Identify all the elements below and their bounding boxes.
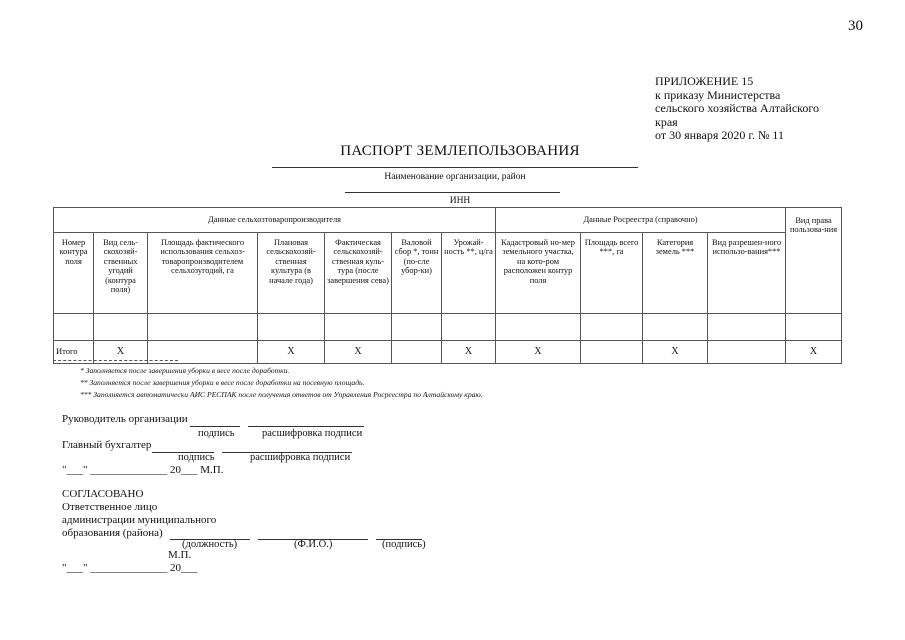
table-cell <box>258 314 325 341</box>
column-header: Категория земель *** <box>643 233 708 314</box>
accountant-label: Главный бухгалтер <box>62 439 152 451</box>
approval-heading: СОГЛАСОВАНО <box>62 488 144 500</box>
position-caption: (должность) <box>182 539 238 550</box>
head-decode-caption: расшифровка подписи <box>262 428 363 439</box>
column-header: Вид сель-скохозяй-ственных угодий (контура поля) <box>94 233 148 314</box>
land-use-table <box>53 207 842 364</box>
table-cell <box>786 314 842 341</box>
approval-line: Ответственное лицо <box>62 501 158 513</box>
table-cell <box>148 314 258 341</box>
inn-caption: ИНН <box>449 196 471 206</box>
table-cell: Х <box>643 341 708 364</box>
head-sign-caption: подпись <box>198 428 235 439</box>
footnote: * Заполняется после завершения уборки в весе после доработки. <box>80 366 290 375</box>
table-cell <box>581 341 643 364</box>
appendix-line: сельского хозяйства Алтайского <box>655 101 820 115</box>
date-line: "___" ______________ 20___ М.П. <box>62 464 224 476</box>
table-cell <box>708 341 786 364</box>
approval-line: администрации муниципального <box>62 514 217 526</box>
footnote: ** Заполняется после завершения уборки в весе после доработки на посевную площадь. <box>80 378 365 387</box>
appendix-line: от 30 января 2020 г. № 11 <box>655 128 784 142</box>
accountant-decode-caption: расшифровка подписи <box>250 452 351 463</box>
stamp-label: М.П. <box>168 549 192 561</box>
footnote-separator <box>53 360 178 361</box>
table-cell: Х <box>94 341 148 364</box>
table-cell: Х <box>496 341 581 364</box>
approval-sign-caption: (подпись) <box>382 539 426 550</box>
column-header: Вид разрешен-ного использо-вания*** <box>708 233 786 314</box>
column-header: Площадь фактического использования сельхоз-товаропроизводителем сельхозугодий, га <box>148 233 258 314</box>
table-cell: Х <box>325 341 392 364</box>
column-header: Урожай-ность **, ц/га <box>442 233 496 314</box>
table-cell <box>325 314 392 341</box>
column-header: Фактическая сельскохозяй-ственная куль-тура (после завершения сева) <box>325 233 392 314</box>
head-sign-line <box>190 426 240 427</box>
inn-line <box>345 192 560 193</box>
table-cell <box>54 314 94 341</box>
table-cell <box>643 314 708 341</box>
column-header: Плановая сельскохозяй-ственная культура (в начале года) <box>258 233 325 314</box>
table-cell <box>392 314 442 341</box>
column-header: Площадь всего ***, га <box>581 233 643 314</box>
column-header: Валовой сбор *, тонн (по-сле убор-ки) <box>392 233 442 314</box>
column-header: Номер контура поля <box>54 233 94 314</box>
head-label: Руководитель организации <box>62 413 188 425</box>
accountant-sign-caption: подпись <box>178 452 215 463</box>
org-name-caption: Наименование организации, район <box>384 172 526 182</box>
org-name-line <box>272 167 638 168</box>
fio-caption: (Ф.И.О.) <box>294 539 333 550</box>
table-cell <box>442 314 496 341</box>
table-cell <box>581 314 643 341</box>
approval-line: образования (района) <box>62 527 163 539</box>
table-cell <box>708 314 786 341</box>
page-title: ПАСПОРТ ЗЕМЛЕПОЛЬЗОВАНИЯ <box>340 143 580 159</box>
total-label: Итого <box>54 341 94 364</box>
group-producer-header: Данные сельхозтоваропроизводителя <box>54 208 496 233</box>
appendix-line: к приказу Министерства <box>655 87 781 102</box>
appendix-line: края <box>655 114 678 129</box>
table-row <box>54 314 842 341</box>
table-cell: Х <box>442 341 496 364</box>
head-decode-line <box>248 426 364 427</box>
table-cell <box>94 314 148 341</box>
group-rosreestr-header: Данные Росреестра (справочно) <box>496 208 786 233</box>
appendix-block <box>655 75 855 143</box>
page-number: 30 <box>848 18 863 34</box>
appendix-line: ПРИЛОЖЕНИЕ 15 <box>655 74 754 88</box>
footnote: *** Заполняется автоматически АИС РЕСПАК после получения ответов от Управления Росреестра по Алтайскому краю. <box>80 390 483 399</box>
column-header: Кадастровый но-мер земельного участка, на кото-ром расположен контур поля <box>496 233 581 314</box>
table-cell: Х <box>786 341 842 364</box>
table-cell: Х <box>258 341 325 364</box>
table-cell <box>392 341 442 364</box>
approval-date-line: "___" ______________ 20___ <box>62 562 198 574</box>
table-cell <box>496 314 581 341</box>
right-type-header: Вид права пользова-ния <box>786 208 842 314</box>
